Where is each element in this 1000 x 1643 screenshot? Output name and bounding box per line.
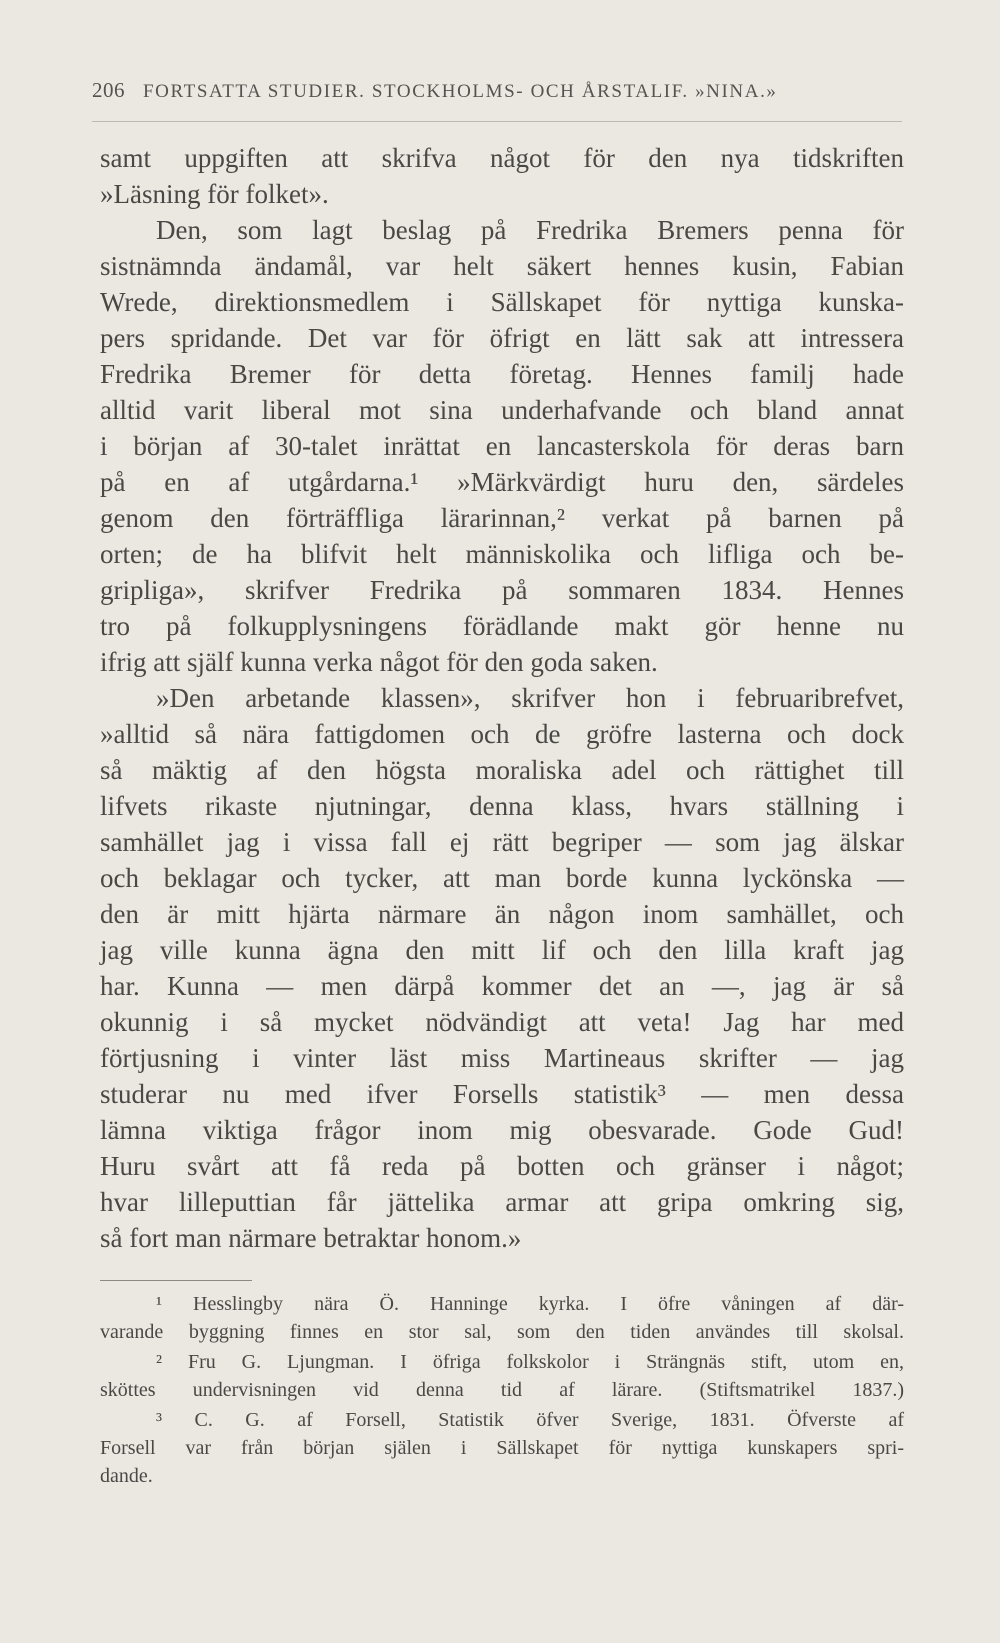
text-line: »alltid så nära fattigdomen och de gröfre lasterna och dock bbox=[100, 719, 904, 749]
text-line: pers spridande. Det var för öfrigt en lätt sak att intressera bbox=[100, 323, 904, 353]
running-title: FORTSATTA STUDIER. STOCKHOLMS- OCH ÅRSTALIF. »NINA.» bbox=[143, 81, 778, 102]
text-line: så mäktig af den högsta moraliska adel och rättighet till bbox=[100, 755, 904, 785]
header-rule bbox=[92, 121, 902, 122]
text-line: jag ville kunna ägna den mitt lif och den lilla kraft jag bbox=[100, 935, 904, 965]
text-line: alltid varit liberal mot sina underhafvande och bland annat bbox=[100, 395, 904, 425]
footnote-line: ³ C. G. af Forsell, Statistik öfver Sverige, 1831. Öfverste af bbox=[156, 1409, 904, 1431]
text-line: studerar nu med ifver Forsells statistik³ — men dessa bbox=[100, 1079, 904, 1109]
running-head bbox=[92, 78, 902, 103]
page-number: 206 bbox=[92, 78, 125, 102]
text-line: »Läsning för folket». bbox=[100, 179, 329, 209]
text-line: tro på folkupplysningens förädlande makt gör henne nu bbox=[100, 611, 904, 641]
footnote-line: dande. bbox=[100, 1465, 153, 1487]
footnote-line: Forsell var från början själen i Sällskapet för nyttiga kunskapers spri- bbox=[100, 1437, 904, 1459]
text-line: på en af utgårdarna.¹ »Märkvärdigt huru den, särdeles bbox=[100, 467, 904, 497]
text-line: Wrede, direktionsmedlem i Sällskapet för nyttiga kunska- bbox=[100, 287, 904, 317]
text-line: och beklagar och tycker, att man borde kunna lyckönska — bbox=[100, 863, 904, 893]
footnote-line: sköttes undervisningen vid denna tid af lärare. (Stiftsmatrikel 1837.) bbox=[100, 1379, 904, 1401]
text-line: Den, som lagt beslag på Fredrika Bremers penna för bbox=[156, 215, 904, 245]
text-line: »Den arbetande klassen», skrifver hon i februaribrefvet, bbox=[156, 683, 904, 713]
text-line: lifvets rikaste njutningar, denna klass, hvars ställning i bbox=[100, 791, 904, 821]
text-line: orten; de ha blifvit helt människolika och lifliga och be- bbox=[100, 539, 904, 569]
text-line: gripliga», skrifver Fredrika på sommaren 1834. Hennes bbox=[100, 575, 904, 605]
text-line: Fredrika Bremer för detta företag. Hennes familj hade bbox=[100, 359, 904, 389]
text-line: samt uppgiften att skrifva något för den nya tidskriften bbox=[100, 143, 904, 173]
footnote-rule bbox=[100, 1280, 252, 1281]
text-line: sistnämnda ändamål, var helt säkert hennes kusin, Fabian bbox=[100, 251, 904, 281]
text-line: okunnig i så mycket nödvändigt att veta! Jag har med bbox=[100, 1007, 904, 1037]
text-line: har. Kunna — men därpå kommer det an —, jag är så bbox=[100, 971, 904, 1001]
text-line: den är mitt hjärta närmare än någon inom samhället, och bbox=[100, 899, 904, 929]
text-line: hvar lilleputtian får jättelika armar att gripa omkring sig, bbox=[100, 1187, 904, 1217]
text-line: Huru svårt att få reda på botten och gränser i något; bbox=[100, 1151, 904, 1181]
text-line: så fort man närmare betraktar honom.» bbox=[100, 1223, 522, 1253]
footnote-line: varande byggning finnes en stor sal, som den tiden användes till skolsal. bbox=[100, 1321, 904, 1343]
text-line: ifrig att själf kunna verka något för den goda saken. bbox=[100, 647, 658, 677]
text-line: lämna viktiga frågor inom mig obesvarade. Gode Gud! bbox=[100, 1115, 904, 1145]
text-line: förtjusning i vinter läst miss Martineaus skrifter — jag bbox=[100, 1043, 904, 1073]
footnote-line: ¹ Hesslingby nära Ö. Hanninge kyrka. I öfre våningen af där- bbox=[156, 1293, 904, 1315]
text-line: i början af 30-talet inrättat en lancasterskola för deras barn bbox=[100, 431, 904, 461]
footnote-line: ² Fru G. Ljungman. I öfriga folkskolor i Strängnäs stift, utom en, bbox=[156, 1351, 904, 1373]
text-line: samhället jag i vissa fall ej rätt begriper — som jag älskar bbox=[100, 827, 904, 857]
text-line: genom den förträffliga lärarinnan,² verkat på barnen på bbox=[100, 503, 904, 533]
